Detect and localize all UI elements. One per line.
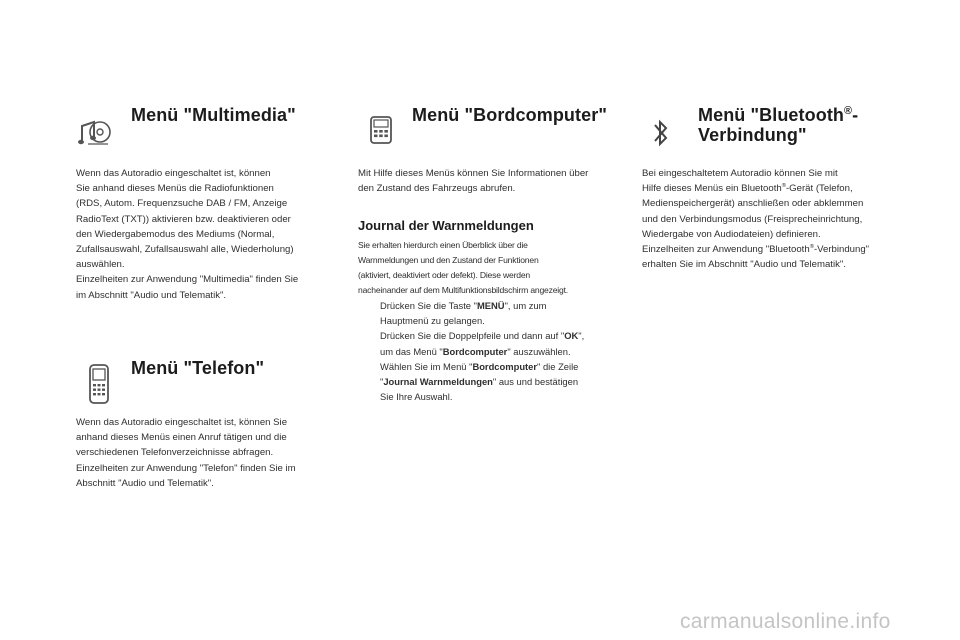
text-line: Sie anhand dieses Menüs die Radiofunktionen	[76, 183, 274, 195]
text-line: im Abschnitt "Audio und Telematik".	[76, 289, 227, 301]
text-segment: Hilfe dieses Menüs ein Bluetooth	[642, 183, 782, 195]
text-line: und den Verbindungsmodus (Freisprecheinrichtung,	[642, 213, 863, 225]
multimedia-title: Menü "Multimedia"	[131, 105, 296, 125]
text-line: Mit Hilfe dieses Menüs können Sie Informationen über	[358, 168, 589, 179]
text-line: Bei eingeschaltetem Autoradio können Sie mit	[642, 168, 838, 179]
menu-name-label: Bordcomputer	[472, 360, 538, 372]
journal-intro	[358, 238, 633, 298]
text-line: verschiedenen Telefonverzeichnisse abfragen.	[76, 447, 274, 459]
text-segment: -Verbindung"	[813, 244, 870, 256]
text-line: nacheinander auf dem Multifunktionsbildschirm angezeigt.	[358, 285, 568, 295]
title-text: Menü "Bluetooth	[698, 105, 845, 125]
text-line: auswählen.	[76, 259, 125, 271]
text-line: (RDS, Autom. Frequenzsuche DAB / FM, Anzeige	[76, 198, 288, 210]
bluetooth-text	[642, 166, 932, 272]
text-line: Wenn das Autoradio eingeschaltet ist, können Sie	[76, 417, 288, 428]
text-line: Medienspeichergerät) anschließen oder abklemmen	[642, 198, 864, 210]
text-line: Sie erhalten hierdurch einen Überblick über die	[358, 240, 528, 250]
step-text: ",	[578, 330, 585, 342]
watermark-text: carmanualsonline.info	[680, 610, 891, 633]
step-text: ", um zum	[504, 300, 547, 311]
step-text: " aus und bestätigen	[492, 376, 579, 388]
text-line: Zufallsauswahl, Zufallsauswahl alle, Wiederholung)	[76, 244, 294, 256]
telefon-text	[76, 415, 346, 491]
title-text: Verbindung"	[698, 125, 807, 145]
step-text: um das Menü "	[380, 345, 443, 357]
mobile-phone-icon	[88, 363, 110, 405]
journal-steps	[358, 298, 638, 404]
text-line: Abschnitt "Audio und Telematik".	[76, 477, 214, 489]
text-line	[642, 181, 932, 196]
step-text: Hauptmenü zu gelangen.	[380, 315, 485, 327]
music-note-cd-icon	[78, 112, 114, 148]
multimedia-text	[76, 166, 346, 303]
ok-key-label: OK	[564, 330, 579, 342]
text-line: RadioText (TXT)) aktivieren bzw. deaktivieren oder	[76, 213, 291, 225]
menu-line-label: Journal Warnmeldungen	[383, 376, 493, 388]
bordcomputer-text	[358, 166, 633, 196]
journal-title: Journal der Warnmeldungen	[358, 218, 534, 233]
text-line: Wiedergabe von Audiodateien) definieren.	[642, 228, 821, 240]
step-text: "	[380, 376, 384, 388]
step-text: Drücken Sie die Doppelpfeile und dann auf "	[380, 330, 565, 342]
title-text: -	[852, 105, 859, 125]
text-segment: Einzelheiten zur Anwendung "Bluetooth	[642, 244, 810, 256]
step-text: " die Zeile	[537, 360, 579, 372]
bluetooth-icon	[651, 116, 671, 150]
step-item	[358, 359, 638, 405]
step-text: " auszuwählen.	[507, 345, 571, 357]
step-text: Sie Ihre Auswahl.	[380, 391, 453, 403]
registered-mark: ®	[809, 243, 814, 250]
bordcomputer-title: Menü "Bordcomputer"	[412, 105, 607, 125]
text-line: anhand dieses Menüs einen Anruf tätigen und die	[76, 432, 287, 444]
trip-computer-icon	[369, 115, 393, 145]
text-line: Einzelheiten zur Anwendung "Telefon" finden Sie im	[76, 462, 296, 474]
step-text: Wählen Sie im Menü "	[380, 360, 473, 372]
menu-key-label: MENÜ	[476, 300, 505, 311]
text-segment: -Gerät (Telefon,	[785, 183, 853, 195]
text-line: (aktiviert, deaktiviert oder defekt). Diese werden	[358, 270, 530, 280]
text-line: Warnmeldungen und den Zustand der Funktionen	[358, 255, 539, 265]
registered-mark: ®	[844, 105, 853, 117]
registered-mark: ®	[781, 183, 786, 190]
step-item	[358, 298, 638, 328]
bluetooth-title	[698, 105, 938, 145]
menu-name-label: Bordcomputer	[442, 345, 508, 357]
text-line: den Zustand des Fahrzeugs abrufen.	[358, 183, 516, 195]
text-line: Wenn das Autoradio eingeschaltet ist, können	[76, 168, 271, 179]
text-line	[642, 242, 932, 257]
text-line: erhalten Sie im Abschnitt "Audio und Telematik".	[642, 259, 846, 271]
step-item	[358, 328, 638, 358]
telefon-title: Menü "Telefon"	[131, 358, 265, 378]
text-line: Einzelheiten zur Anwendung "Multimedia" finden Sie	[76, 274, 299, 286]
text-line: den Wiedergabemodus des Mediums (Normal,	[76, 228, 275, 240]
step-text: Drücken Sie die Taste "	[380, 300, 477, 311]
